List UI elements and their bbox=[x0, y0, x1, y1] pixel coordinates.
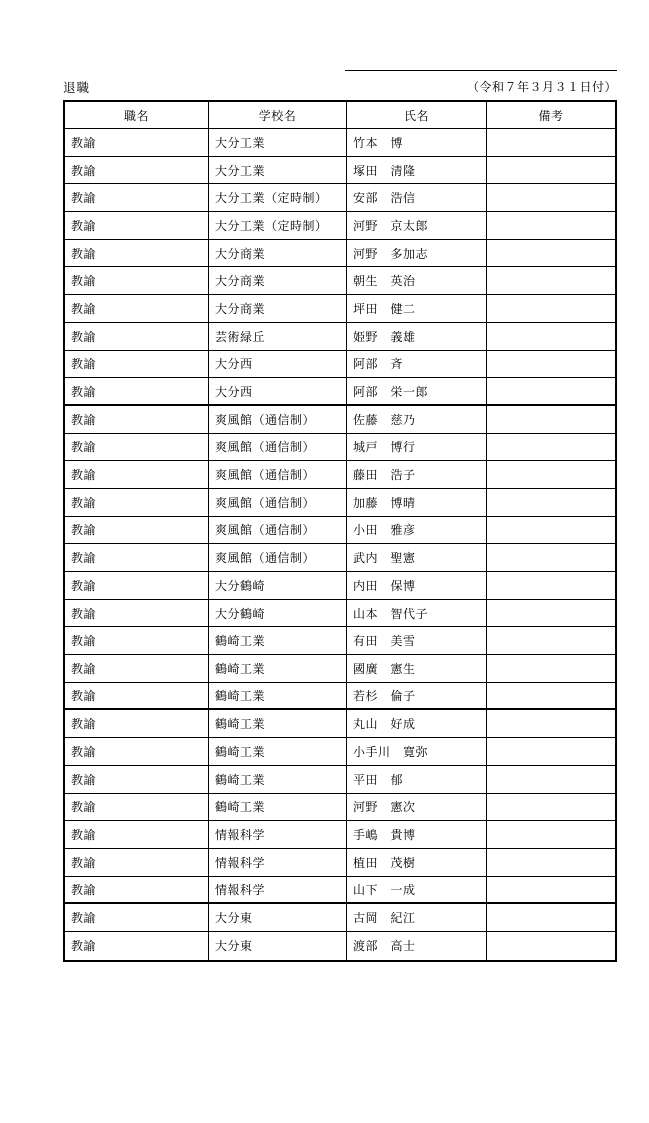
cell-role: 教諭 bbox=[71, 329, 97, 344]
cell-note bbox=[486, 821, 615, 848]
cell-role: 教諭 bbox=[71, 523, 97, 538]
cell-school: 情報科学 bbox=[208, 877, 346, 903]
cell-school: 大分工業（定時制） bbox=[208, 212, 346, 239]
cell-name: 小手川 寛弥 bbox=[346, 738, 486, 765]
cell-name: 有田 美雪 bbox=[346, 627, 486, 654]
cell-note bbox=[486, 544, 615, 571]
cell-note bbox=[486, 489, 615, 516]
table-row bbox=[65, 544, 615, 572]
cell-school: 爽風館（通信制） bbox=[208, 434, 346, 461]
table-row bbox=[65, 655, 615, 683]
cell-role: 教諭 bbox=[71, 828, 97, 843]
cell-name: 阿部 栄一郎 bbox=[346, 378, 486, 404]
table-row bbox=[65, 627, 615, 655]
cell-note bbox=[486, 129, 615, 156]
cell-role: 教諭 bbox=[71, 495, 97, 510]
effective-date-note: （令和７年３月３１日付） bbox=[466, 80, 617, 94]
cell-name: 平田 郁 bbox=[346, 766, 486, 793]
cell-name: 河野 憲次 bbox=[346, 794, 486, 821]
cell-school: 大分西 bbox=[208, 378, 346, 404]
table-row bbox=[65, 517, 615, 545]
cell-name: 若杉 倫子 bbox=[346, 683, 486, 709]
cell-note bbox=[486, 600, 615, 627]
cell-role: 教諭 bbox=[71, 855, 97, 870]
cell-role: 教諭 bbox=[71, 412, 97, 427]
cell-school: 爽風館（通信制） bbox=[208, 461, 346, 488]
cell-role: 教諭 bbox=[71, 800, 97, 815]
page-title: 退職 bbox=[63, 81, 91, 95]
table-row bbox=[65, 600, 615, 628]
table-row bbox=[65, 766, 615, 794]
cell-note bbox=[486, 655, 615, 682]
table-row bbox=[65, 738, 615, 766]
cell-school: 大分工業（定時制） bbox=[208, 184, 346, 211]
cell-role: 教諭 bbox=[71, 634, 97, 649]
cell-school: 鶴崎工業 bbox=[208, 710, 346, 737]
cell-school: 大分鶴崎 bbox=[208, 572, 346, 599]
table-row bbox=[65, 877, 615, 905]
cell-role: 教諭 bbox=[71, 882, 97, 897]
cell-name: 丸山 好成 bbox=[346, 710, 486, 737]
table-row bbox=[65, 434, 615, 462]
cell-role: 教諭 bbox=[71, 911, 97, 926]
cell-note bbox=[486, 212, 615, 239]
cell-role: 教諭 bbox=[71, 717, 97, 732]
cell-role: 教諭 bbox=[71, 939, 97, 954]
cell-name: 國廣 憲生 bbox=[346, 655, 486, 682]
cell-note bbox=[486, 877, 615, 903]
cell-school: 鶴崎工業 bbox=[208, 683, 346, 709]
header-cell-school: 学校名 bbox=[208, 102, 346, 128]
cell-note bbox=[486, 683, 615, 709]
table-row bbox=[65, 710, 615, 738]
cell-name: 内田 保博 bbox=[346, 572, 486, 599]
cell-school: 情報科学 bbox=[208, 821, 346, 848]
table-row bbox=[65, 351, 615, 379]
cell-note bbox=[486, 434, 615, 461]
cell-name: 姫野 義雄 bbox=[346, 323, 486, 350]
table-row bbox=[65, 240, 615, 268]
table-row bbox=[65, 821, 615, 849]
table-row bbox=[65, 683, 615, 711]
cell-note bbox=[486, 267, 615, 294]
cell-name: 竹本 博 bbox=[346, 129, 486, 156]
cell-role: 教諭 bbox=[71, 163, 97, 178]
table-row bbox=[65, 323, 615, 351]
cell-name: 小田 雅彦 bbox=[346, 517, 486, 544]
cell-note bbox=[486, 378, 615, 404]
cell-school: 芸術緑丘 bbox=[208, 323, 346, 350]
cell-note bbox=[486, 572, 615, 599]
cell-role: 教諭 bbox=[71, 578, 97, 593]
cell-note bbox=[486, 627, 615, 654]
cell-name: 手嶋 貴博 bbox=[346, 821, 486, 848]
header-cell-name: 氏名 bbox=[346, 102, 486, 128]
table-row bbox=[65, 572, 615, 600]
cell-note bbox=[486, 794, 615, 821]
cell-school: 鶴崎工業 bbox=[208, 738, 346, 765]
table-row bbox=[65, 849, 615, 877]
cell-school: 大分商業 bbox=[208, 267, 346, 294]
cell-role: 教諭 bbox=[71, 661, 97, 676]
header-cell-role: 職名 bbox=[123, 108, 149, 123]
cell-note bbox=[486, 406, 615, 433]
cell-role: 教諭 bbox=[71, 689, 97, 704]
table-row bbox=[65, 904, 615, 932]
table-row bbox=[65, 267, 615, 295]
cell-note bbox=[486, 904, 615, 931]
cell-school: 大分商業 bbox=[208, 240, 346, 267]
cell-school: 大分東 bbox=[208, 904, 346, 931]
cell-note bbox=[486, 240, 615, 267]
cell-name: 山本 智代子 bbox=[346, 600, 486, 627]
cell-school: 鶴崎工業 bbox=[208, 627, 346, 654]
cell-note bbox=[486, 766, 615, 793]
cell-name: 河野 京太郎 bbox=[346, 212, 486, 239]
cell-school: 爽風館（通信制） bbox=[208, 489, 346, 516]
cell-note bbox=[486, 932, 615, 960]
cell-role: 教諭 bbox=[71, 384, 97, 399]
cell-name: 藤田 浩子 bbox=[346, 461, 486, 488]
table-row bbox=[65, 157, 615, 185]
cell-name: 阿部 斉 bbox=[346, 351, 486, 378]
cell-role: 教諭 bbox=[71, 135, 97, 150]
cell-role: 教諭 bbox=[71, 191, 97, 206]
cell-role: 教諭 bbox=[71, 468, 97, 483]
cell-school: 爽風館（通信制） bbox=[208, 544, 346, 571]
cell-name: 山下 一成 bbox=[346, 877, 486, 903]
table-row bbox=[65, 378, 615, 406]
cell-role: 教諭 bbox=[71, 440, 97, 455]
cell-role: 教諭 bbox=[71, 772, 97, 787]
cell-school: 大分工業 bbox=[208, 129, 346, 156]
cell-note bbox=[486, 157, 615, 184]
cell-school: 大分商業 bbox=[208, 295, 346, 322]
cell-role: 教諭 bbox=[71, 357, 97, 372]
table-row bbox=[65, 489, 615, 517]
header-cell-note: 備考 bbox=[486, 102, 615, 128]
cell-school: 鶴崎工業 bbox=[208, 794, 346, 821]
cell-name: 朝生 英治 bbox=[346, 267, 486, 294]
table-body bbox=[65, 129, 615, 960]
table-row bbox=[65, 212, 615, 240]
date-overline-rule bbox=[345, 70, 617, 71]
cell-school: 情報科学 bbox=[208, 849, 346, 876]
cell-note bbox=[486, 738, 615, 765]
cell-name: 古岡 紀江 bbox=[346, 904, 486, 931]
table-header-row bbox=[65, 102, 615, 129]
cell-school: 鶴崎工業 bbox=[208, 766, 346, 793]
cell-role: 教諭 bbox=[71, 301, 97, 316]
cell-school: 爽風館（通信制） bbox=[208, 406, 346, 433]
table-row bbox=[65, 184, 615, 212]
cell-school: 大分工業 bbox=[208, 157, 346, 184]
table-row bbox=[65, 129, 615, 157]
table-row bbox=[65, 295, 615, 323]
cell-school: 鶴崎工業 bbox=[208, 655, 346, 682]
cell-role: 教諭 bbox=[71, 274, 97, 289]
table-row bbox=[65, 461, 615, 489]
retirement-table bbox=[63, 100, 617, 962]
cell-note bbox=[486, 295, 615, 322]
cell-name: 坪田 健二 bbox=[346, 295, 486, 322]
cell-name: 城戸 博行 bbox=[346, 434, 486, 461]
cell-school: 大分西 bbox=[208, 351, 346, 378]
cell-role: 教諭 bbox=[71, 218, 97, 233]
cell-school: 爽風館（通信制） bbox=[208, 517, 346, 544]
table-row bbox=[65, 794, 615, 822]
cell-name: 河野 多加志 bbox=[346, 240, 486, 267]
cell-role: 教諭 bbox=[71, 246, 97, 261]
cell-role: 教諭 bbox=[71, 551, 97, 566]
cell-note bbox=[486, 710, 615, 737]
cell-school: 大分鶴崎 bbox=[208, 600, 346, 627]
cell-note bbox=[486, 323, 615, 350]
cell-school: 大分東 bbox=[208, 932, 346, 960]
table-row bbox=[65, 932, 615, 960]
cell-role: 教諭 bbox=[71, 744, 97, 759]
cell-name: 安部 浩信 bbox=[346, 184, 486, 211]
cell-note bbox=[486, 184, 615, 211]
cell-role: 教諭 bbox=[71, 606, 97, 621]
cell-name: 渡部 高士 bbox=[346, 932, 486, 960]
cell-name: 武内 聖憲 bbox=[346, 544, 486, 571]
cell-note bbox=[486, 849, 615, 876]
cell-name: 佐藤 慈乃 bbox=[346, 406, 486, 433]
cell-name: 植田 茂樹 bbox=[346, 849, 486, 876]
cell-name: 加藤 博晴 bbox=[346, 489, 486, 516]
cell-note bbox=[486, 461, 615, 488]
cell-note bbox=[486, 517, 615, 544]
cell-name: 塚田 清隆 bbox=[346, 157, 486, 184]
cell-note bbox=[486, 351, 615, 378]
table-row bbox=[65, 406, 615, 434]
